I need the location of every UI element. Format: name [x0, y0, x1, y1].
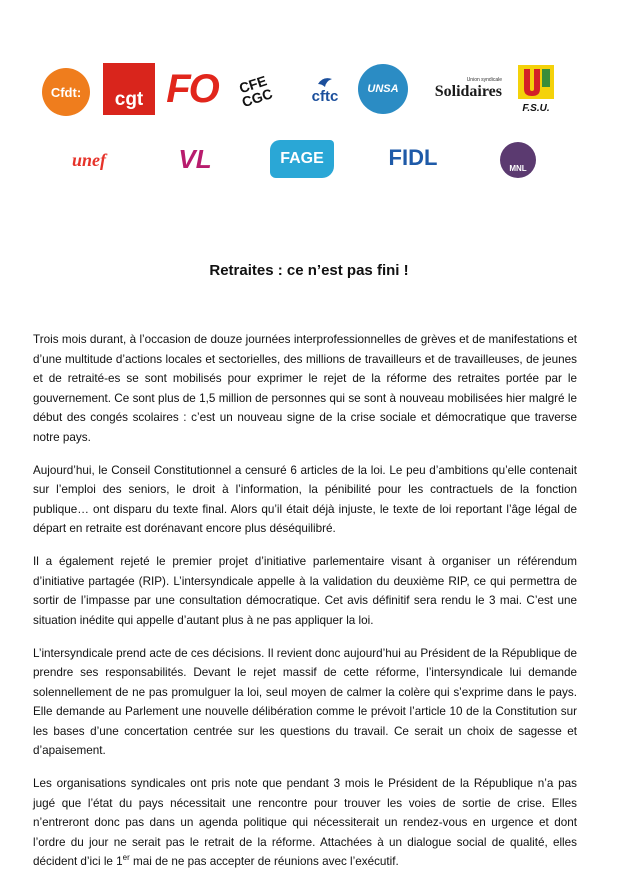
- paragraph-2: Aujourd’hui, le Conseil Constitutionnel a censuré 6 articles de la loi. Le peu d’ambitions qu’elle contenait sur l’emploi des seniors, le droit à l’information, la pénibilité pour les contractuels de la fonction publique… ont disparu du texte final. Alors qu’il était déjà injuste, le texte de loi reportant l’âge légal de départ en retraite est dorénavant encore plus déséquilibré.: [33, 463, 577, 535]
- unsa-logo: [358, 64, 408, 114]
- document-body: [33, 330, 577, 885]
- mnl-logo: [500, 142, 536, 178]
- cftc-bird-icon: [317, 76, 333, 88]
- unef-logo: [60, 143, 118, 177]
- fage-logo-text: FAGE: [280, 150, 324, 167]
- vl-logo: [170, 140, 220, 178]
- ordinal-superscript: er: [122, 853, 130, 863]
- solidaires-logo-text: Solidaires: [434, 83, 502, 100]
- mnl-logo-text: MNL: [509, 164, 527, 173]
- cfdt-logo: [42, 68, 90, 116]
- unef-logo-text: unef: [71, 149, 106, 170]
- paragraph-4: L’intersyndicale prend acte de ces décisions. Il revient donc aujourd’hui au Président de la République de prendre ses responsabilités. Devant le rejet massif de cette réforme, l’intersyndicale lui demande solennellement de ne pas promulguer la loi, seul moyen de calmer la colère qui s’exprime dans le pays. Elle demande au Parlement une nouvelle délibération comme le prévoit l’article 10 de la Constitution sur les bases d’une concertation centrée sur les questions du travail. Ce serait un choix de sagesse et d’apaisement.: [33, 646, 577, 757]
- fo-logo: [168, 63, 216, 115]
- document-title: Retraites : ce n’est pas fini !: [209, 262, 409, 279]
- fsu-emblem-icon: [514, 63, 558, 103]
- cfdt-logo-text: Cfdt:: [50, 84, 82, 100]
- union-logos-banner: [0, 0, 618, 200]
- paragraph-5-text-b: mai de ne pas accepter de réunions avec l’exécutif.: [129, 855, 399, 868]
- paragraph-5-text-a: Les organisations syndicales ont pris note que pendant 3 mois le Président de la République n’a pas jugé que l’état du pays nécessitait une rencontre pour trouver les voies de sortie de crise. Elles n’entreront donc pas dans un agenda politique qui nécessiterait un rendez-vous en urgence et dont l’ordre du jour ne serait pas le retrait de la réforme. Attachées à un dialogue social de qualité, elles décident d’ici le 1: [33, 777, 577, 868]
- unsa-logo-text: UNSA: [367, 83, 399, 95]
- fsu-logo: [510, 60, 562, 116]
- solidaires-logo: [422, 70, 502, 108]
- cftc-logo-text: cftc: [311, 87, 339, 105]
- cfe-cgc-logo: [223, 59, 286, 122]
- fidl-logo: [380, 140, 446, 176]
- fage-logo: [270, 140, 334, 178]
- cgt-logo: [103, 63, 155, 115]
- fidl-logo-text: FIDL: [388, 145, 438, 170]
- paragraph-3: Il a également rejeté le premier projet d’initiative parlementaire visant à organiser un référendum d’initiative partagée (RIP). L’intersyndicale appelle à la validation du deuxième RIP, ce qui permettra de sortir de l’impasse par une consultation démocratique. Cet avis définitif sera rendu le 3 mai. C’est une situation inédite qui appelle d’autant plus à ne pas appliquer la loi.: [33, 555, 577, 627]
- solidaires-tagline: Union syndicale: [466, 77, 502, 83]
- vl-logo-text: VL: [178, 143, 212, 174]
- paragraph-5: [33, 774, 577, 872]
- cfe-cgc-logo-text: CFE CGC: [237, 72, 275, 111]
- cgt-logo-text: cgt: [114, 89, 144, 110]
- fo-logo-text: FO: [166, 66, 218, 111]
- paragraph-1: Trois mois durant, à l’occasion de douze journées interprofessionnelles de grèves et de manifestations et d’une multitude d’actions locales et sectorielles, des millions de travailleurs et de travailleuses, de jeunes et de retraité-es se sont mobilisés pour exprimer le rejet de la réforme des retraites portée par le gouvernement. Ce sont plus de 1,5 million de personnes qui se sont à nouveau mobilisées hier malgré le début des congés scolaires : c’est un nouveau signe de la crise sociale et démocratique que traverse notre pays.: [33, 333, 577, 444]
- fsu-logo-text: F.S.U.: [522, 102, 550, 114]
- cftc-logo: [300, 70, 350, 110]
